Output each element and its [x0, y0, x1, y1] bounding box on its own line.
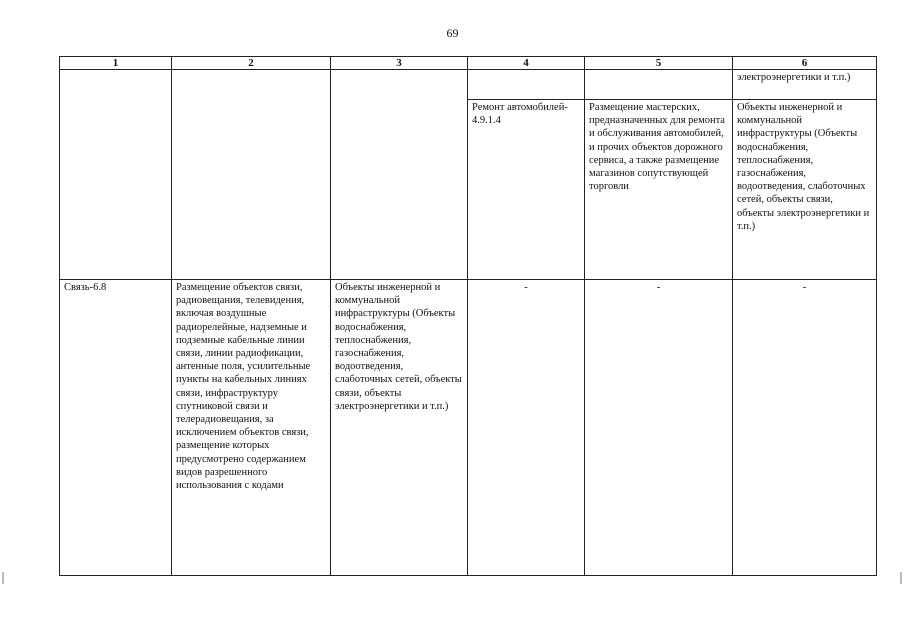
zoning-table	[59, 56, 876, 577]
column-header-3: 3	[331, 57, 468, 70]
table-cell-empty	[585, 70, 733, 100]
cell-svyaz-col5-dash: -	[585, 280, 733, 576]
column-header-4: 4	[468, 57, 585, 70]
cell-svyaz-description: Размещение объектов связи, радиовещания, телевидения, включая воздушные радиорелейные, надземные и подземные кабельные линии связи, линии радиофикации, антенные поля, усилительные пункты на кабельных линиях связи, инфраструктуру спутниковой связи и телерадиовещания, за исключением объектов связи, размещение которых предусмотрено содержанием видов разрешенного использования с кодами	[172, 280, 331, 576]
cell-svyaz-col4-dash: -	[468, 280, 585, 576]
table-cell-empty	[331, 70, 468, 280]
column-header-5: 5	[585, 57, 733, 70]
table-row-continued	[60, 70, 877, 100]
cell-continued-text: электроэнергетики и т.п.)	[733, 70, 877, 100]
table-cell-empty	[468, 70, 585, 100]
page-number: 69	[446, 26, 459, 40]
column-header-6: 6	[733, 57, 877, 70]
scan-edge-mark-right	[900, 572, 902, 584]
cell-repair-code: Ремонт автомобилей- 4.9.1.4	[468, 100, 585, 280]
column-header-2: 2	[172, 57, 331, 70]
table-row-svyaz	[60, 280, 877, 576]
cell-repair-description: Размещение мастерских, предназначенных для ремонта и обслуживания автомобилей, и прочих объектов дорожного сервиса, а также размещение магазинов сопутствующей торговли	[585, 100, 733, 280]
column-header-1: 1	[60, 57, 172, 70]
cell-repair-objects: Объекты инженерной и коммунальной инфраструктуры (Объекты водоснабжения, теплоснабжения, газоснабжения, водоотведения, слаботочных сетей, объекты связи, объекты электроэнергетики и т.п.)	[733, 100, 877, 280]
table-header-row	[60, 57, 877, 70]
scan-edge-mark-left	[2, 572, 4, 584]
cell-svyaz-objects: Объекты инженерной и коммунальной инфраструктуры (Объекты водоснабжения, теплоснабжения, газоснабжения, водоотведения, слаботочных сетей, объекты связи, объекты электроэнергетики и т.п.)	[331, 280, 468, 576]
table-cell-empty	[172, 70, 331, 280]
table-cell-empty	[60, 70, 172, 280]
cell-svyaz-col6-dash: -	[733, 280, 877, 576]
cell-svyaz-code: Связь-6.8	[60, 280, 172, 576]
